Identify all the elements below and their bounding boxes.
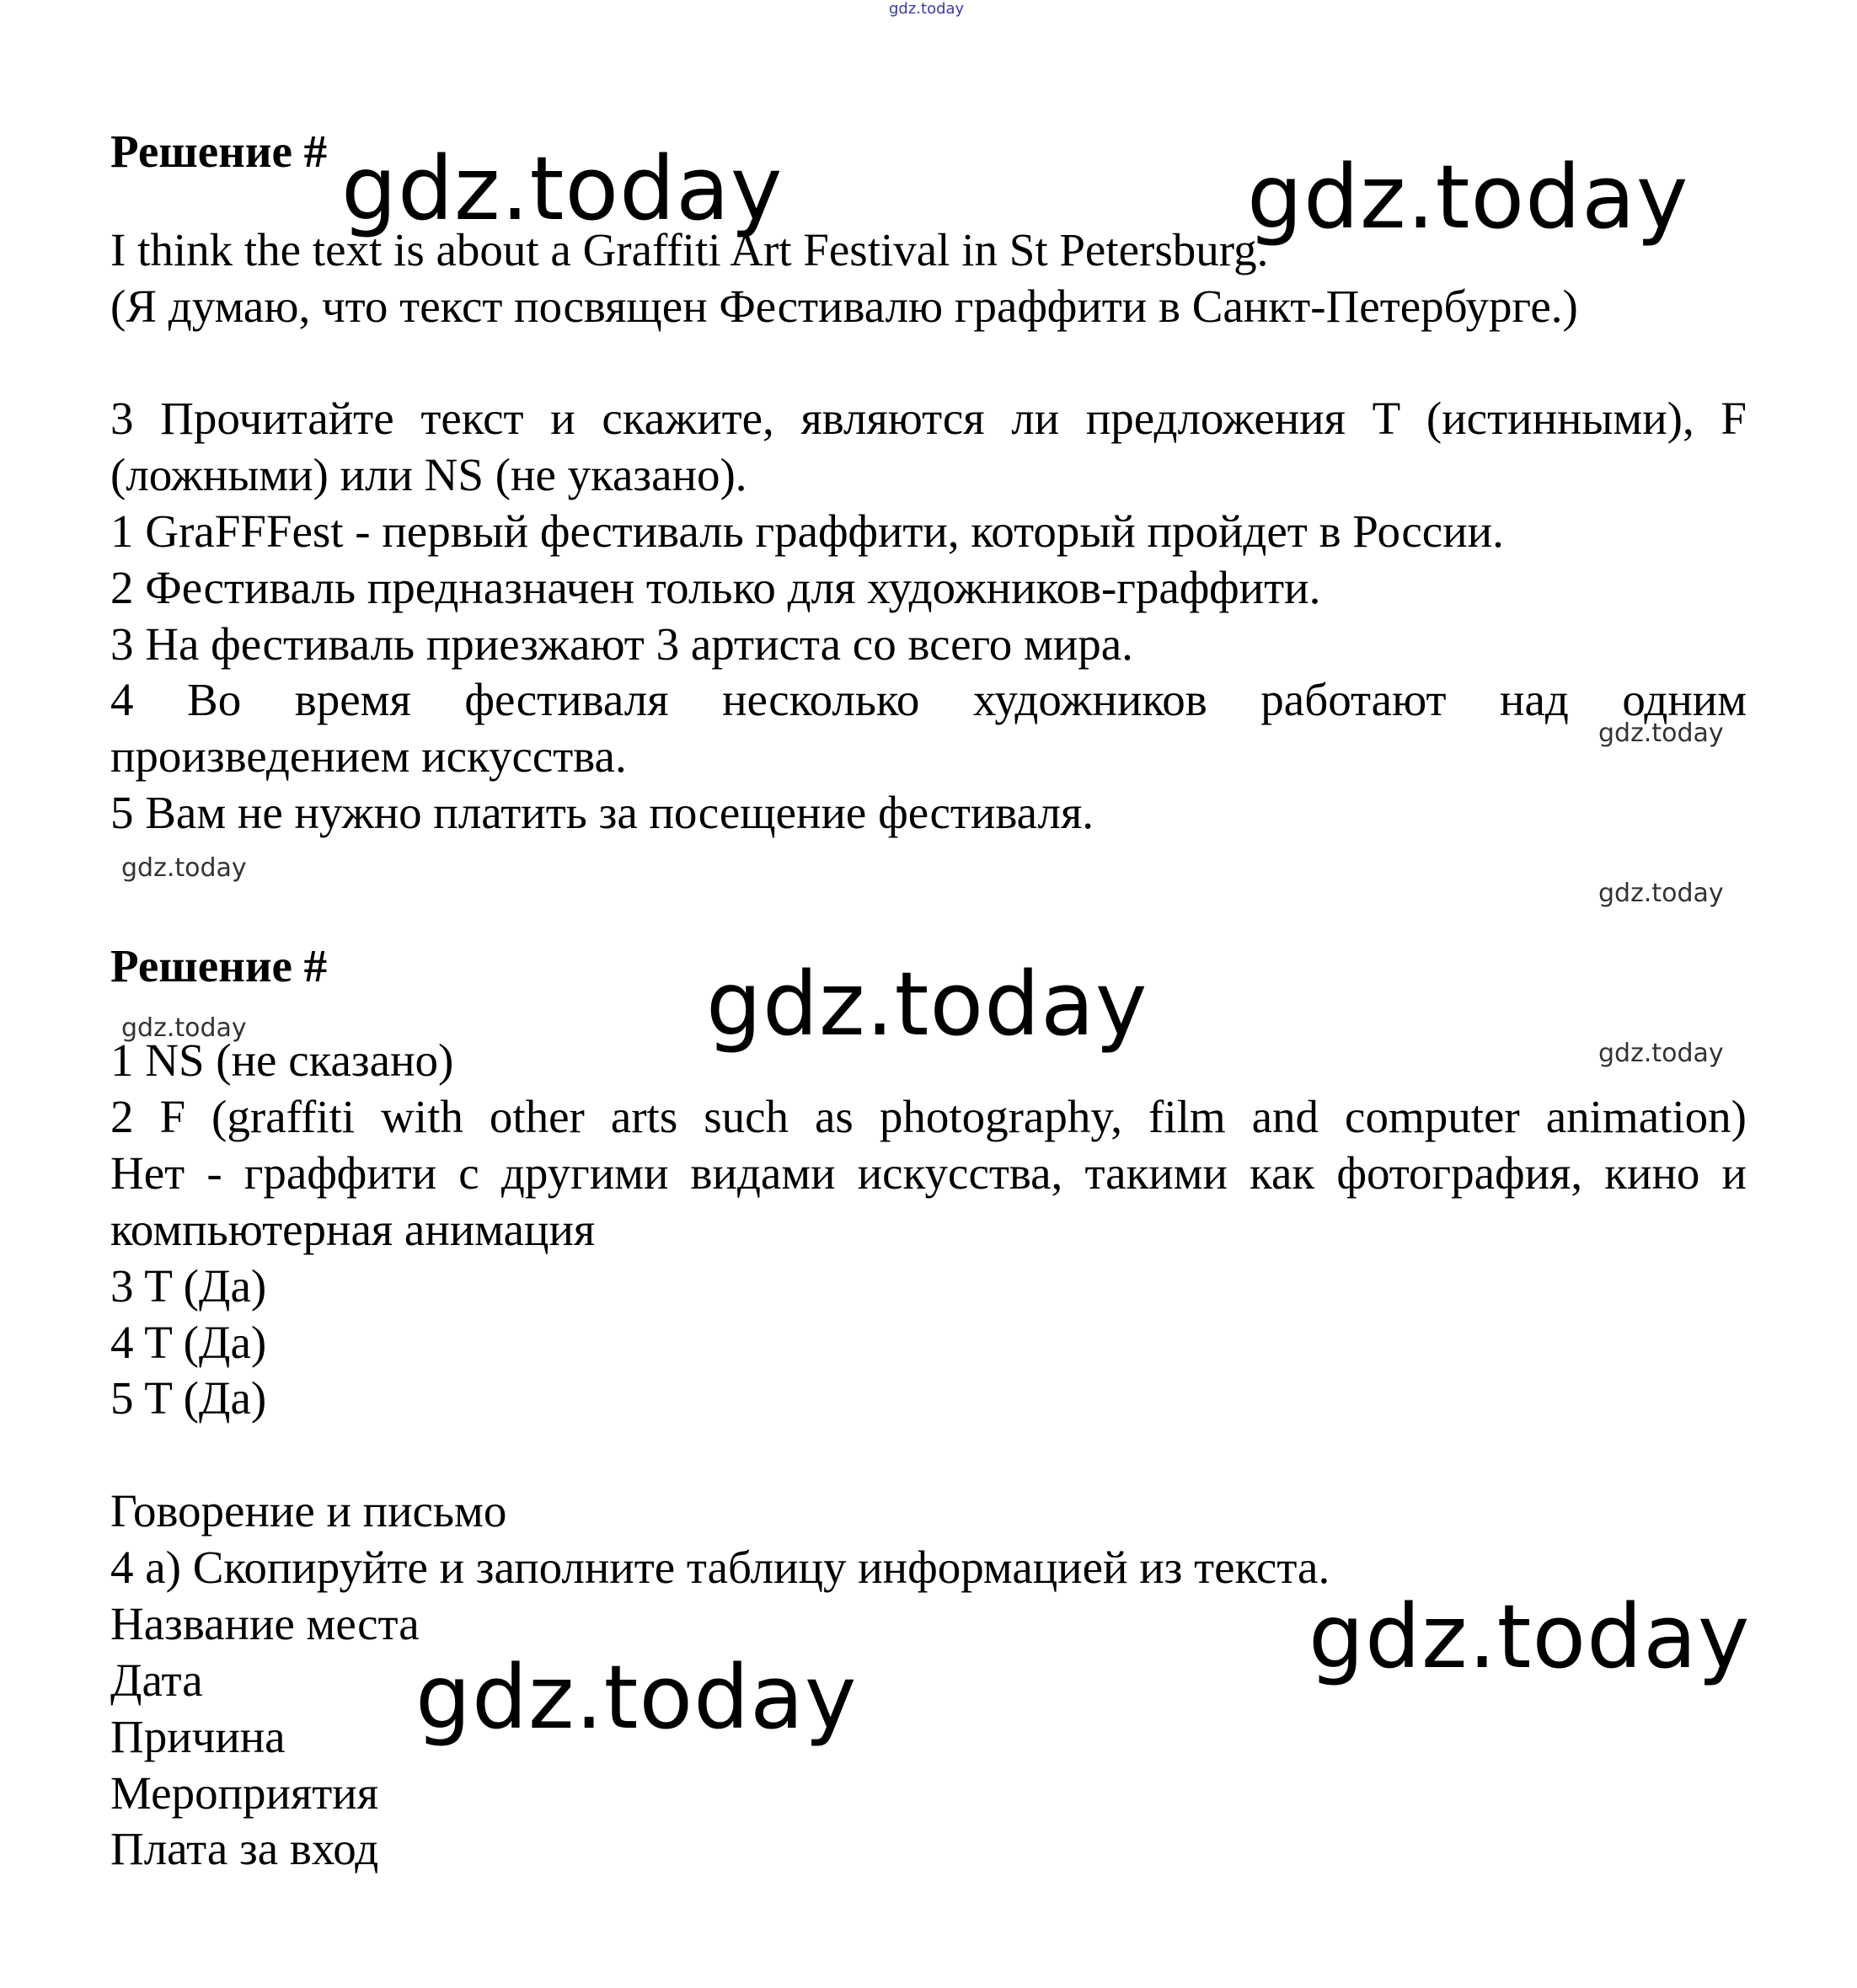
solution-heading-1: Решение # bbox=[110, 126, 328, 177]
answer-1: 1 NS (не сказано) bbox=[110, 1034, 454, 1086]
watermark-small: gdz.today bbox=[1598, 879, 1724, 908]
watermark-small: gdz.today bbox=[1598, 1039, 1724, 1068]
statement-5: 5 Вам не нужно платить за посещение фестиваля. bbox=[110, 787, 1094, 838]
answer-4: 4 T (Да) bbox=[110, 1317, 267, 1368]
table-row-entrance-fee: Плата за вход bbox=[110, 1823, 379, 1874]
statement-3: 3 На фестиваль приезжают 3 артиста со всего мира. bbox=[110, 618, 1133, 670]
watermark-large: gdz.today bbox=[415, 1646, 858, 1749]
watermark-small: gdz.today bbox=[1598, 719, 1724, 748]
answer-2-translation-continued: компьютерная анимация bbox=[110, 1204, 596, 1255]
statement-2: 2 Фестиваль предназначен только для художников-граффити. bbox=[110, 562, 1321, 613]
statement-1: 1 GraFFFest - первый фестиваль граффити, который пройдет в России. bbox=[110, 505, 1504, 557]
table-row-place-name: Название места bbox=[110, 1598, 420, 1649]
solution-heading-2: Решение # bbox=[110, 940, 328, 991]
answer-5: 5 T (Да) bbox=[110, 1372, 267, 1424]
answer-2: 2 F (graffiti with other arts such as photography, film and computer animation) bbox=[110, 1091, 1747, 1142]
section-title-speaking-writing: Говорение и письмо bbox=[110, 1485, 507, 1536]
task3-instruction-line1: 3 Прочитайте текст и скажите, являются ли предложения T (истинными), F bbox=[110, 393, 1747, 444]
watermark-small: gdz.today bbox=[121, 1013, 247, 1043]
table-row-reason: Причина bbox=[110, 1711, 286, 1762]
top-watermark: gdz.today bbox=[889, 0, 965, 18]
watermark-large: gdz.today bbox=[341, 137, 784, 240]
watermark-large: gdz.today bbox=[706, 953, 1148, 1055]
answer-english: I think the text is about a Graffiti Art Festival in St Petersburg. bbox=[110, 224, 1269, 275]
answer-3: 3 T (Да) bbox=[110, 1260, 267, 1312]
statement-4: 4 Во время фестиваля несколько художников работают над одним bbox=[110, 674, 1747, 725]
watermark-small: gdz.today bbox=[121, 853, 247, 883]
table-row-events: Мероприятия bbox=[110, 1767, 379, 1819]
watermark-large: gdz.today bbox=[1247, 146, 1689, 248]
answer-russian: (Я думаю, что текст посвящен Фестивалю граффити в Санкт-Петербурге.) bbox=[110, 281, 1578, 332]
task3-instruction-line2: (ложными) или NS (не указано). bbox=[110, 449, 747, 500]
statement-4-continued: произведением искусства. bbox=[110, 730, 627, 782]
task4-instruction: 4 a) Скопируйте и заполните таблицу информацией из текста. bbox=[110, 1542, 1330, 1593]
watermark-large: gdz.today bbox=[1308, 1585, 1751, 1688]
answer-2-translation: Нет - граффити с другими видами искусства, такими как фотография, кино и bbox=[110, 1147, 1747, 1199]
table-row-date: Дата bbox=[110, 1654, 203, 1706]
